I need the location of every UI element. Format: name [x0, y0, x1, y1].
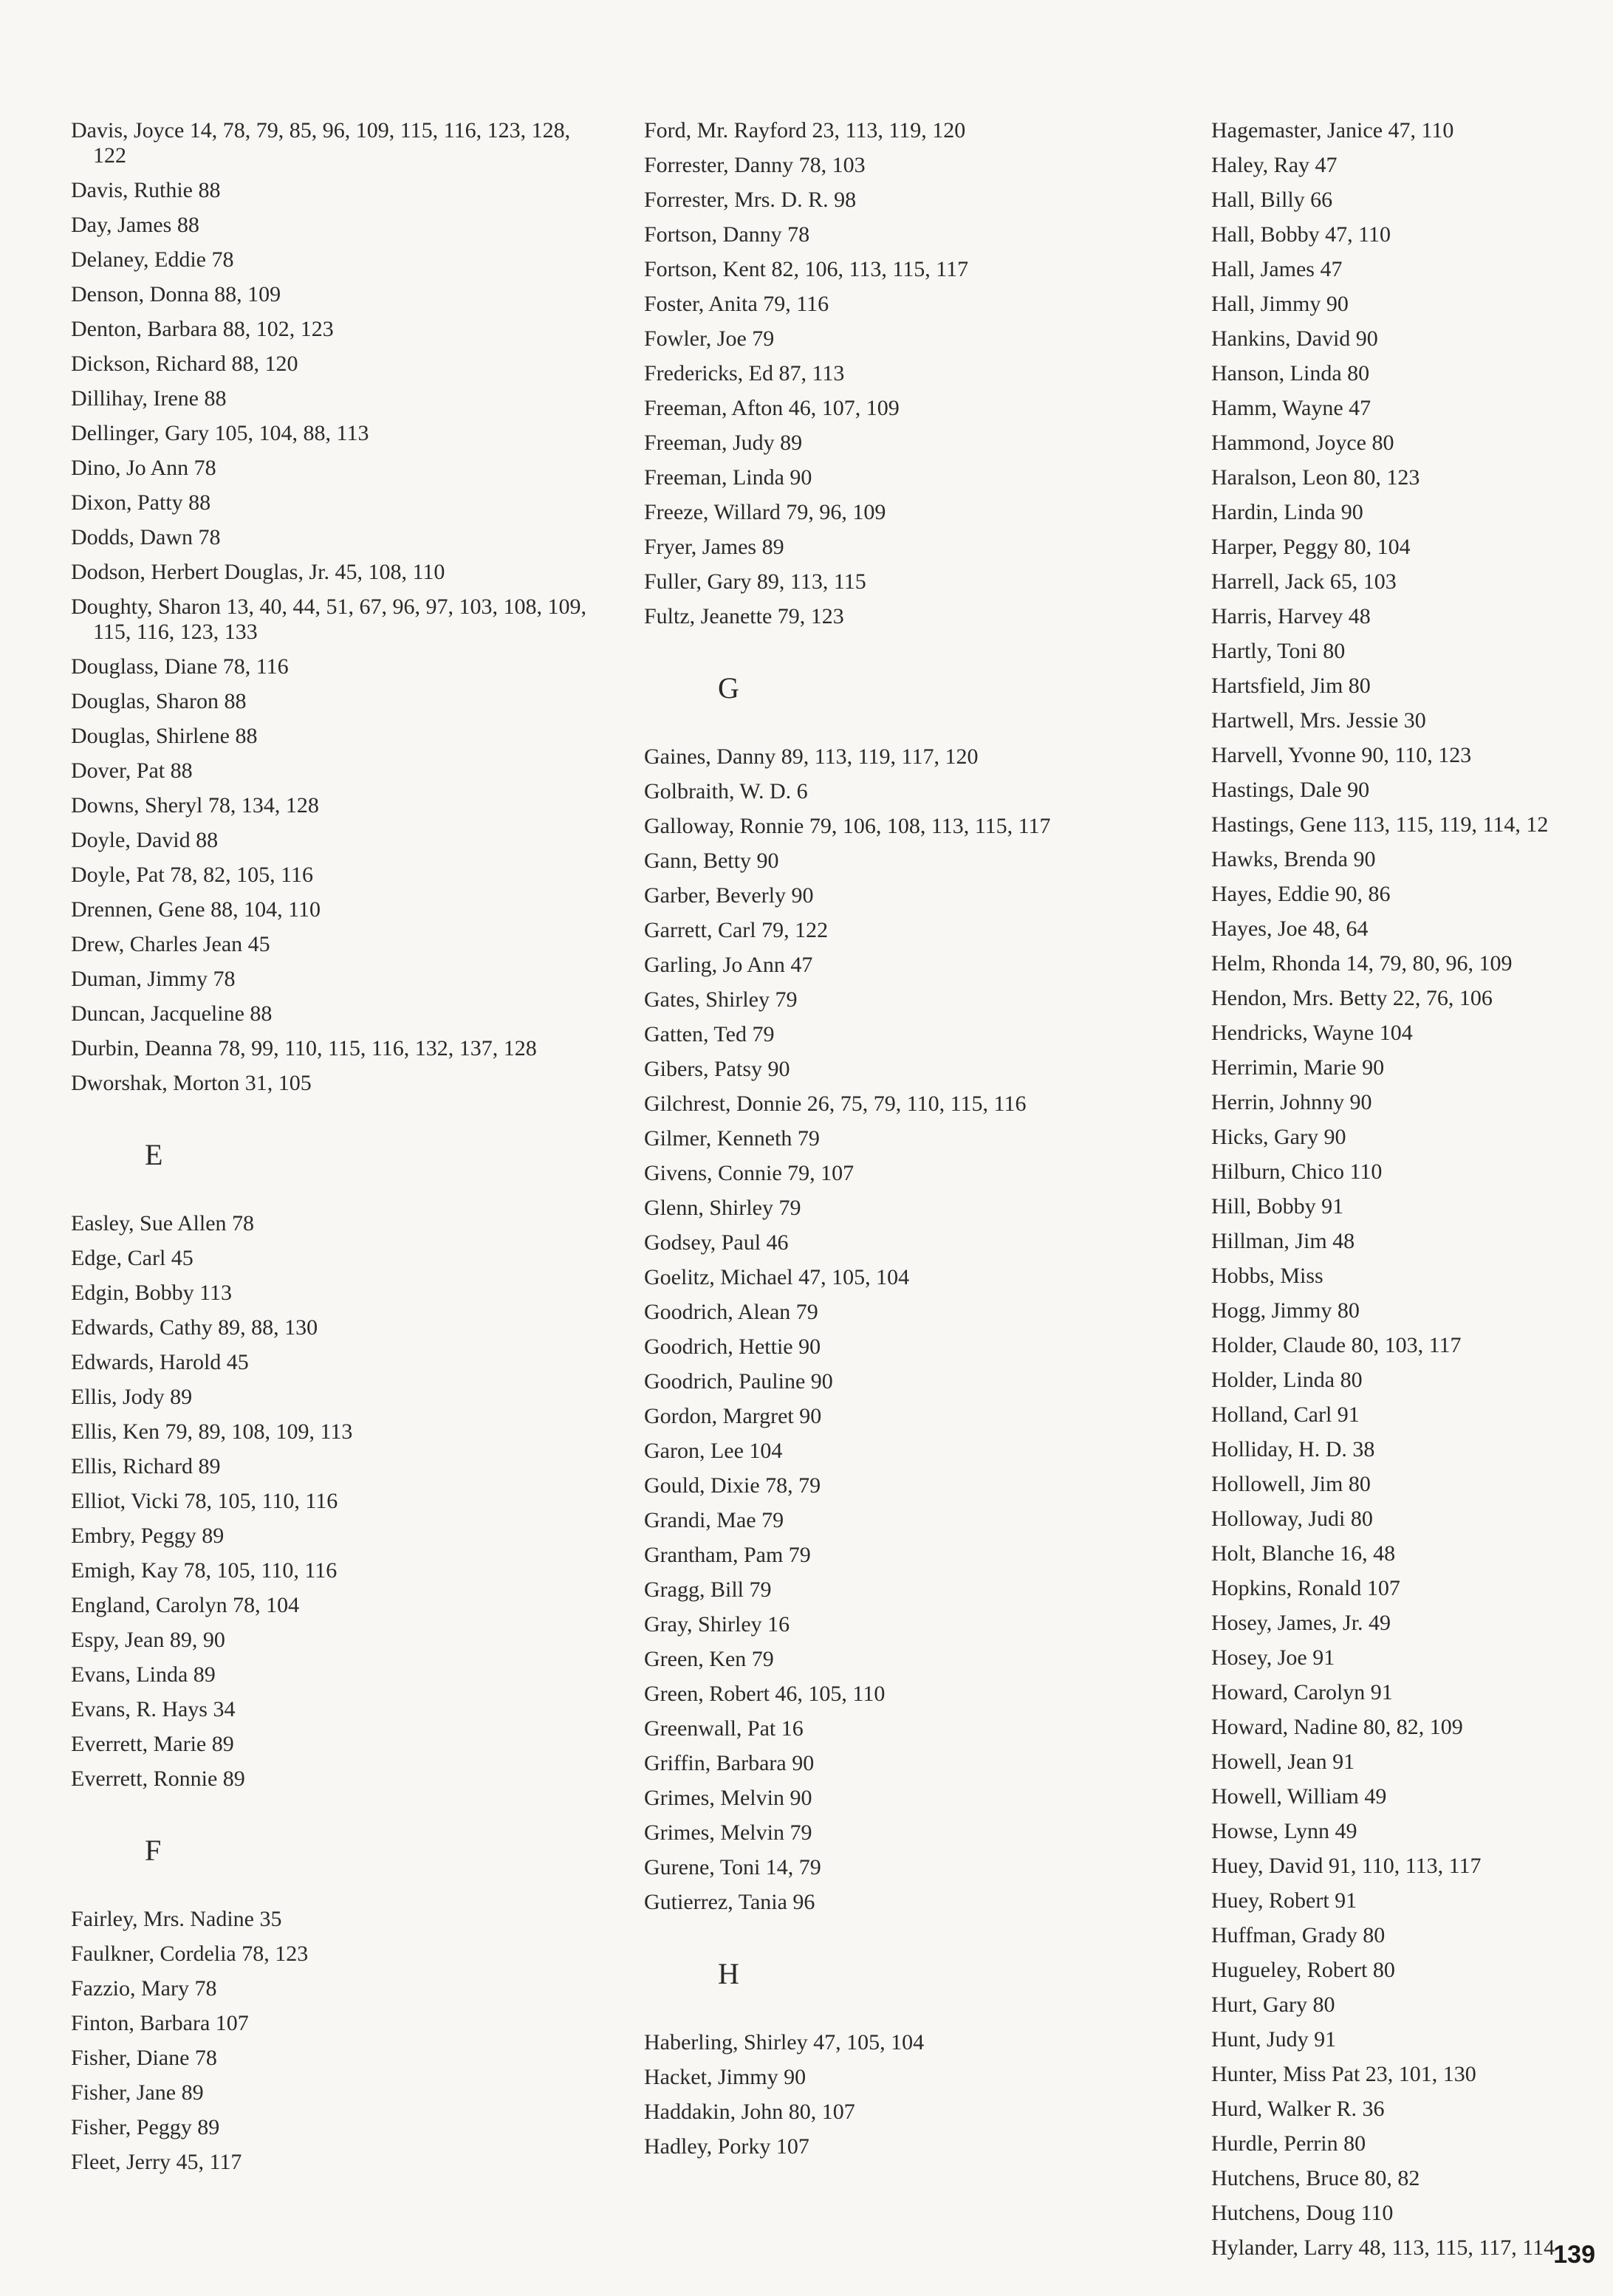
- index-entry: Evans, Linda 89: [71, 1662, 216, 1687]
- index-entry: Easley, Sue Allen 78: [71, 1211, 255, 1236]
- index-entry: Hillman, Jim 48: [1211, 1229, 1355, 1253]
- index-entry: Edgin, Bobby 113: [71, 1281, 233, 1305]
- index-entry: Hankins, David 90: [1211, 326, 1378, 351]
- index-entry: Hamm, Wayne 47: [1211, 396, 1371, 420]
- index-entry: Hanson, Linda 80: [1211, 361, 1370, 385]
- section-letter-heading: E: [145, 1138, 163, 1171]
- index-entry: Holland, Carl 91: [1211, 1402, 1360, 1427]
- index-entry: Holliday, H. D. 38: [1211, 1437, 1375, 1461]
- index-entry: Gray, Shirley 16: [644, 1612, 790, 1637]
- index-entry: Ford, Mr. Rayford 23, 113, 119, 120: [644, 118, 966, 143]
- index-entry: Hurdle, Perrin 80: [1211, 2131, 1366, 2156]
- index-entry: Grantham, Pam 79: [644, 1543, 811, 1567]
- index-entry: Holloway, Judi 80: [1211, 1507, 1373, 1531]
- index-entry: Hartsfield, Jim 80: [1211, 674, 1371, 698]
- index-entry: Doughty, Sharon 13, 40, 44, 51, 67, 96, 97, 103, 108, 109, 115, 116, 123, 133: [71, 594, 587, 644]
- index-entry: Forrester, Danny 78, 103: [644, 153, 866, 177]
- index-entry: Ellis, Jody 89: [71, 1385, 193, 1409]
- index-entry: Haddakin, John 80, 107: [644, 2100, 855, 2124]
- index-entry: Doyle, Pat 78, 82, 105, 116: [71, 863, 314, 887]
- index-entry: Dixon, Patty 88: [71, 490, 211, 515]
- index-entry: Harrell, Jack 65, 103: [1211, 569, 1397, 594]
- index-entry: Hosey, James, Jr. 49: [1211, 1611, 1391, 1635]
- index-entry: Dino, Jo Ann 78: [71, 456, 216, 480]
- index-entry: Hurd, Walker R. 36: [1211, 2097, 1385, 2121]
- index-entry: Howse, Lynn 49: [1211, 1819, 1357, 1843]
- index-entry: Fisher, Jane 89: [71, 2080, 204, 2105]
- index-entry: Gann, Betty 90: [644, 849, 779, 873]
- index-entry: Hartly, Toni 80: [1211, 639, 1346, 663]
- index-entry: Gurene, Toni 14, 79: [644, 1855, 821, 1879]
- index-entry: Freeze, Willard 79, 96, 109: [644, 500, 886, 524]
- index-entry: Gilmer, Kenneth 79: [644, 1126, 820, 1151]
- section-letter-heading: F: [145, 1834, 162, 1867]
- index-entry: Hayes, Joe 48, 64: [1211, 916, 1369, 941]
- index-column-2: [644, 118, 1205, 2169]
- index-entry: Drew, Charles Jean 45: [71, 932, 270, 956]
- index-entry: Edwards, Cathy 89, 88, 130: [71, 1315, 318, 1340]
- index-entry: Garling, Jo Ann 47: [644, 953, 813, 977]
- index-entry: Holder, Claude 80, 103, 117: [1211, 1333, 1462, 1357]
- index-entry: Hugueley, Robert 80: [1211, 1958, 1395, 1982]
- index-entry: Hutchens, Doug 110: [1211, 2201, 1394, 2225]
- index-entry: Drennen, Gene 88, 104, 110: [71, 897, 321, 922]
- index-entry: Green, Ken 79: [644, 1647, 774, 1671]
- index-entry: Fortson, Danny 78: [644, 222, 810, 247]
- index-entry: Hurt, Gary 80: [1211, 1992, 1335, 2017]
- index-entry: Greenwall, Pat 16: [644, 1716, 804, 1741]
- index-entry: Denson, Donna 88, 109: [71, 282, 281, 306]
- index-entry: Howard, Carolyn 91: [1211, 1680, 1393, 1704]
- index-entry: Hogg, Jimmy 80: [1211, 1298, 1360, 1323]
- index-entry: Haberling, Shirley 47, 105, 104: [644, 2030, 925, 2055]
- index-entry: Doyle, David 88: [71, 828, 219, 852]
- index-entry: Hastings, Dale 90: [1211, 778, 1370, 802]
- index-entry: Fortson, Kent 82, 106, 113, 115, 117: [644, 257, 969, 281]
- index-column-3: [1211, 118, 1610, 2270]
- index-entry: Delaney, Eddie 78: [71, 247, 234, 272]
- index-entry: Gragg, Bill 79: [644, 1577, 772, 1602]
- section-letter-heading: H: [718, 1957, 739, 1990]
- index-entry: Faulkner, Cordelia 78, 123: [71, 1942, 309, 1966]
- index-entry: Goelitz, Michael 47, 105, 104: [644, 1265, 910, 1289]
- index-entry: Harper, Peggy 80, 104: [1211, 535, 1411, 559]
- index-entry: Harvell, Yvonne 90, 110, 123: [1211, 743, 1472, 767]
- index-column-1: [71, 118, 603, 2184]
- index-entry: Huffman, Grady 80: [1211, 1923, 1386, 1947]
- index-entry: Fuller, Gary 89, 113, 115: [644, 569, 866, 594]
- index-entry: Gutierrez, Tania 96: [644, 1890, 815, 1914]
- index-entry: Fisher, Diane 78: [71, 2046, 217, 2070]
- index-entry: Douglas, Sharon 88: [71, 689, 247, 713]
- index-entry: Hilburn, Chico 110: [1211, 1159, 1383, 1184]
- index-entry: Gibers, Patsy 90: [644, 1057, 790, 1081]
- index-entry: Gatten, Ted 79: [644, 1022, 775, 1046]
- index-entry: Grimes, Melvin 90: [644, 1786, 812, 1810]
- index-entry: Gilchrest, Donnie 26, 75, 79, 110, 115, 116: [644, 1092, 1027, 1116]
- index-entry: Hunter, Miss Pat 23, 101, 130: [1211, 2062, 1476, 2086]
- index-entry: Grimes, Melvin 79: [644, 1820, 812, 1845]
- index-entry: Dillihay, Irene 88: [71, 386, 227, 411]
- index-entry: Denton, Barbara 88, 102, 123: [71, 317, 334, 341]
- index-entry: Hall, Bobby 47, 110: [1211, 222, 1391, 247]
- index-entry: Green, Robert 46, 105, 110: [644, 1682, 886, 1706]
- index-entry: Fisher, Peggy 89: [71, 2115, 220, 2139]
- index-entry: Fredericks, Ed 87, 113: [644, 361, 845, 385]
- index-entry: Fazzio, Mary 78: [71, 1976, 217, 2001]
- index-entry: Goodrich, Pauline 90: [644, 1369, 833, 1394]
- index-entry: Hastings, Gene 113, 115, 119, 114, 12: [1211, 812, 1549, 837]
- index-entry: Gates, Shirley 79: [644, 987, 798, 1012]
- index-entry: Davis, Ruthie 88: [71, 178, 221, 202]
- index-entry: Espy, Jean 89, 90: [71, 1628, 225, 1652]
- index-entry: Hayes, Eddie 90, 86: [1211, 882, 1391, 906]
- index-entry: Fairley, Mrs. Nadine 35: [71, 1907, 282, 1931]
- index-entry: Hopkins, Ronald 107: [1211, 1576, 1400, 1600]
- index-entry: Hawks, Brenda 90: [1211, 847, 1376, 871]
- index-entry: Evans, R. Hays 34: [71, 1697, 236, 1721]
- index-entry: Helm, Rhonda 14, 79, 80, 96, 109: [1211, 951, 1513, 976]
- index-entry: Fleet, Jerry 45, 117: [71, 2150, 242, 2174]
- index-entry: Hobbs, Miss: [1211, 1264, 1323, 1288]
- index-entry: Dover, Pat 88: [71, 758, 193, 783]
- index-entry: Everrett, Ronnie 89: [71, 1766, 245, 1791]
- index-entry: Douglass, Diane 78, 116: [71, 654, 289, 679]
- index-entry: Freeman, Judy 89: [644, 431, 803, 455]
- index-entry: Forrester, Mrs. D. R. 98: [644, 188, 857, 212]
- index-entry: Garrett, Carl 79, 122: [644, 918, 829, 942]
- index-entry: Freeman, Afton 46, 107, 109: [644, 396, 900, 420]
- index-entry: Herrin, Johnny 90: [1211, 1090, 1372, 1114]
- index-entry: Foster, Anita 79, 116: [644, 292, 829, 316]
- index-entry: Hadley, Porky 107: [644, 2134, 809, 2159]
- section-letter-heading: G: [718, 671, 739, 705]
- index-entry: Duman, Jimmy 78: [71, 967, 236, 991]
- index-entry: Holt, Blanche 16, 48: [1211, 1541, 1396, 1566]
- index-entry: Fowler, Joe 79: [644, 326, 775, 351]
- index-entry: Dodson, Herbert Douglas, Jr. 45, 108, 110: [71, 560, 445, 584]
- index-entry: Huey, David 91, 110, 113, 117: [1211, 1854, 1482, 1878]
- index-entry: Finton, Barbara 107: [71, 2011, 249, 2035]
- index-entry: Durbin, Deanna 78, 99, 110, 115, 116, 132, 137, 128: [71, 1036, 537, 1060]
- index-entry: Hardin, Linda 90: [1211, 500, 1363, 524]
- index-entry: Hagemaster, Janice 47, 110: [1211, 118, 1454, 143]
- index-entry: Emigh, Kay 78, 105, 110, 116: [71, 1558, 338, 1583]
- index-entry: Douglas, Shirlene 88: [71, 724, 258, 748]
- index-entry: Hartwell, Mrs. Jessie 30: [1211, 708, 1426, 733]
- index-entry: Howell, William 49: [1211, 1784, 1387, 1809]
- index-entry: Edge, Carl 45: [71, 1246, 194, 1270]
- index-entry: Glenn, Shirley 79: [644, 1196, 801, 1220]
- index-entry: Garber, Beverly 90: [644, 883, 814, 908]
- index-entry: Haralson, Leon 80, 123: [1211, 465, 1420, 490]
- index-entry: Hill, Bobby 91: [1211, 1194, 1344, 1219]
- index-entry: Givens, Connie 79, 107: [644, 1161, 855, 1185]
- index-entry: Hunt, Judy 91: [1211, 2027, 1337, 2052]
- index-entry: Huey, Robert 91: [1211, 1888, 1357, 1913]
- index-entry: Godsey, Paul 46: [644, 1230, 789, 1255]
- index-entry: Goodrich, Alean 79: [644, 1300, 818, 1324]
- index-entry: Hosey, Joe 91: [1211, 1645, 1335, 1670]
- index-entry: Embry, Peggy 89: [71, 1524, 225, 1548]
- index-entry: Downs, Sheryl 78, 134, 128: [71, 793, 319, 818]
- index-entry: Hammond, Joyce 80: [1211, 431, 1394, 455]
- index-entry: Griffin, Barbara 90: [644, 1751, 815, 1775]
- index-entry: Grandi, Mae 79: [644, 1508, 784, 1532]
- index-entry: Dodds, Dawn 78: [71, 525, 221, 549]
- index-entry: Ellis, Ken 79, 89, 108, 109, 113: [71, 1419, 353, 1444]
- index-entry: Garon, Lee 104: [644, 1439, 783, 1463]
- index-entry: Golbraith, W. D. 6: [644, 779, 808, 803]
- index-entry: Goodrich, Hettie 90: [644, 1334, 821, 1359]
- index-entry: Ellis, Richard 89: [71, 1454, 221, 1478]
- index-entry: Elliot, Vicki 78, 105, 110, 116: [71, 1489, 338, 1513]
- index-entry: Hall, Jimmy 90: [1211, 292, 1349, 316]
- index-entry: Davis, Joyce 14, 78, 79, 85, 96, 109, 115, 116, 123, 128, 122: [71, 118, 571, 168]
- index-entry: Gould, Dixie 78, 79: [644, 1473, 821, 1498]
- index-entry: Herrimin, Marie 90: [1211, 1055, 1385, 1080]
- index-entry: Gordon, Margret 90: [644, 1404, 822, 1428]
- index-entry: Hicks, Gary 90: [1211, 1125, 1346, 1149]
- index-entry: Hollowell, Jim 80: [1211, 1472, 1371, 1496]
- index-entry: Duncan, Jacqueline 88: [71, 1001, 273, 1026]
- index-entry: Day, James 88: [71, 213, 199, 237]
- index-entry: Hacket, Jimmy 90: [644, 2065, 806, 2089]
- index-entry: Howell, Jean 91: [1211, 1750, 1355, 1774]
- index-entry: Hutchens, Bruce 80, 82: [1211, 2166, 1420, 2190]
- index-entry: Freeman, Linda 90: [644, 465, 812, 490]
- index-entry: England, Carolyn 78, 104: [71, 1593, 300, 1617]
- index-entry: Fryer, James 89: [644, 535, 784, 559]
- index-entry: Holder, Linda 80: [1211, 1368, 1363, 1392]
- index-entry: Galloway, Ronnie 79, 106, 108, 113, 115, 117: [644, 814, 1051, 838]
- index-entry: Dellinger, Gary 105, 104, 88, 113: [71, 421, 369, 445]
- index-entry: Fultz, Jeanette 79, 123: [644, 604, 844, 628]
- index-entry: Gaines, Danny 89, 113, 119, 117, 120: [644, 744, 979, 769]
- index-entry: Dworshak, Morton 31, 105: [71, 1071, 312, 1095]
- index-entry: Harris, Harvey 48: [1211, 604, 1371, 628]
- index-entry: Dickson, Richard 88, 120: [71, 352, 298, 376]
- index-entry: Hendricks, Wayne 104: [1211, 1021, 1413, 1045]
- index-entry: Hall, James 47: [1211, 257, 1343, 281]
- index-entry: Everrett, Marie 89: [71, 1732, 234, 1756]
- page-number: 139: [1553, 2241, 1595, 2269]
- index-entry: Haley, Ray 47: [1211, 153, 1338, 177]
- index-entry: Edwards, Harold 45: [71, 1350, 249, 1374]
- index-entry: Hylander, Larry 48, 113, 115, 117, 114: [1211, 2235, 1555, 2260]
- index-entry: Hendon, Mrs. Betty 22, 76, 106: [1211, 986, 1493, 1010]
- index-entry: Howard, Nadine 80, 82, 109: [1211, 1715, 1463, 1739]
- index-entry: Hall, Billy 66: [1211, 188, 1333, 212]
